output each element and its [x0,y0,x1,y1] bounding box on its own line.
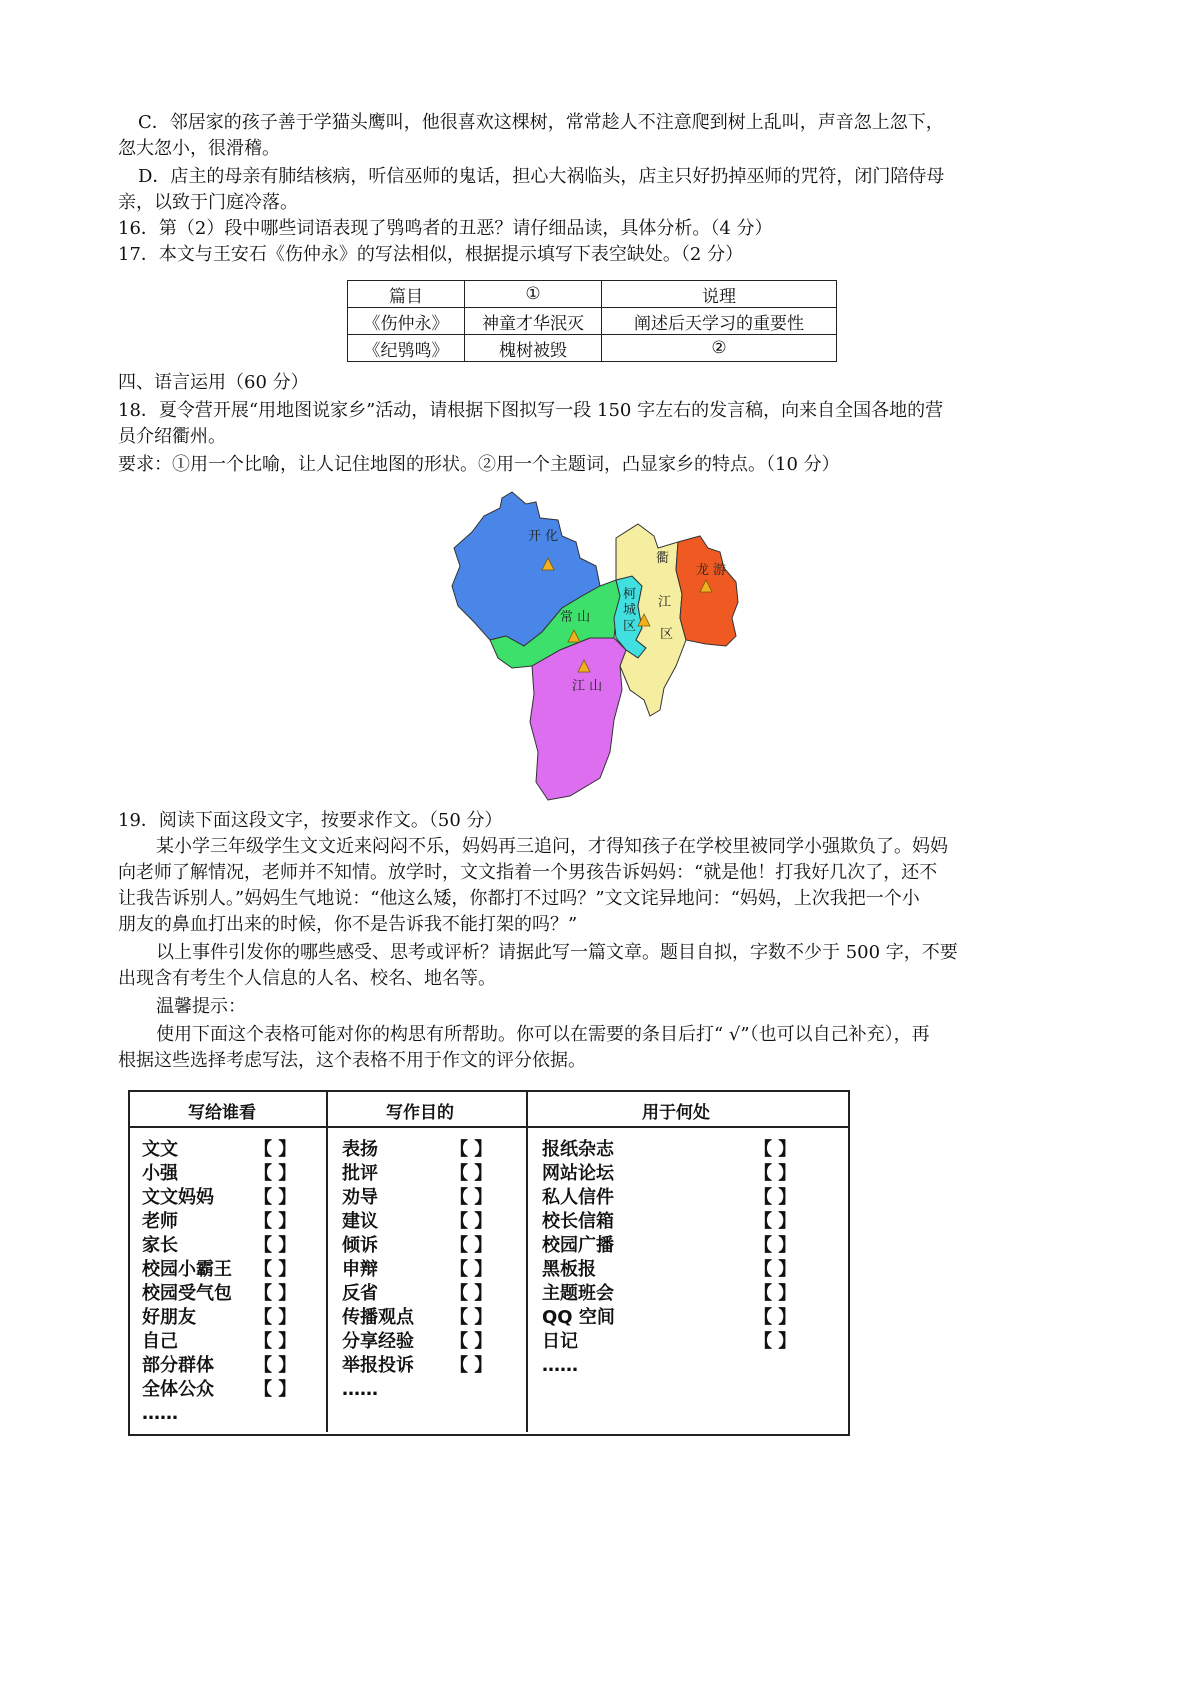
item-label: 校园小霸王 [142,1259,232,1280]
list-item [142,1378,322,1402]
item-label: 建议 [342,1211,378,1232]
item-label: 劝导 [342,1187,378,1208]
item-label: 传播观点 [342,1307,414,1328]
check-bracket[interactable]: 【 】 [450,1283,493,1304]
q19-p3-line1: 使用下面这个表格可能对你的构思有所帮助。你可以在需要的条目后打“ √”（也可以自己补充），再 [156,1024,930,1045]
check-bracket[interactable]: 【 】 [254,1259,297,1280]
question-18-line1: 18．夏令营开展“用地图说家乡”活动，请根据下图拟写一段 150 字左右的发言稿，向来自全国各地的营 [118,400,944,421]
item-label: QQ 空间 [542,1307,615,1328]
list-item [542,1162,842,1186]
check-bracket[interactable]: 【 】 [754,1235,797,1256]
header-usage: 用于何处 [642,1103,710,1123]
q19-p3-line2: 根据这些选择考虑写法，这个表格不用于作文的评分依据。 [118,1050,586,1071]
header-audience: 写给谁看 [188,1103,256,1123]
q19-p2-line2: 出现含有考生个人信息的人名、校名、地名等。 [118,968,496,989]
list-item [342,1282,522,1306]
q19-p1-line1: 某小学三年级学生文文近来闷闷不乐，妈妈再三追问，才得知孩子在学校里被同学小强欺负了。妈妈 [156,836,948,857]
list-item [142,1234,322,1258]
option-d-line2: 亲，以致于门庭冷落。 [118,192,298,213]
item-label: 校园广播 [542,1235,614,1256]
check-bracket[interactable]: 【 】 [450,1331,493,1352]
question-18-requirement: 要求：①用一个比喻，让人记住地图的形状。②用一个主题词，凸显家乡的特点。（10 分） [118,454,840,475]
table-cell: ② [602,335,837,362]
list-item [142,1330,322,1354]
item-label: 全体公众 [142,1379,214,1400]
check-bracket[interactable]: 【 】 [450,1355,493,1376]
item-label: 小强 [142,1163,178,1184]
quzhou-map [450,490,770,802]
check-bracket[interactable]: 【 】 [254,1187,297,1208]
item-label: 日记 [542,1331,578,1352]
item-label: 黑板报 [542,1259,596,1280]
item-label: 文文 [142,1139,178,1160]
option-d-line1: D．店主的母亲有肺结核病，听信巫师的鬼话，担心大祸临头，店主只好扔掉巫师的咒符，闭门陪侍母 [138,166,945,187]
check-bracket[interactable]: 【 】 [450,1211,493,1232]
purpose-column [342,1138,522,1402]
list-item [142,1186,322,1210]
list-item [342,1354,522,1378]
table-cell: 槐树被毁 [465,335,602,362]
item-label: 自己 [142,1331,178,1352]
list-item [142,1258,322,1282]
table-header-cell: ① [465,281,602,308]
check-bracket[interactable]: 【 】 [254,1355,297,1376]
table-cell: 《伤仲永》 [348,308,465,335]
label-qujiang-2: 江 [658,595,672,610]
label-kecheng-2: 城 [623,603,637,618]
list-item [342,1234,522,1258]
table-divider [128,1126,848,1128]
check-bracket[interactable]: 【 】 [254,1379,297,1400]
question-18-line2: 员介绍衢州。 [118,426,226,447]
check-bracket[interactable]: 【 】 [254,1331,297,1352]
list-item [542,1330,842,1354]
question-19-title: 19．阅读下面这段文字，按要求作文。（50 分） [118,810,503,831]
question-16: 16．第（2）段中哪些词语表现了鸮鸣者的丑恶？请仔细品读，具体分析。（4 分） [118,218,773,239]
label-longyou: 龙 游 [696,563,727,578]
question-17-table [347,280,837,362]
item-label: 分享经验 [342,1331,414,1352]
option-c-line2: 忽大忽小，很滑稽。 [118,138,280,159]
header-purpose: 写作目的 [386,1103,454,1123]
item-label: 校园受气包 [142,1283,232,1304]
item-label: 网站论坛 [542,1163,614,1184]
table-row [348,308,837,335]
check-bracket[interactable]: 【 】 [254,1139,297,1160]
list-item [142,1162,322,1186]
item-label: 文文妈妈 [142,1187,214,1208]
list-item [342,1186,522,1210]
check-bracket[interactable]: 【 】 [754,1259,797,1280]
item-label: 好朋友 [142,1307,196,1328]
usage-column [542,1138,842,1378]
item-label: 申辩 [342,1259,378,1280]
check-bracket[interactable]: 【 】 [754,1331,797,1352]
check-bracket[interactable]: 【 】 [754,1283,797,1304]
list-item [342,1138,522,1162]
writing-plan-table [128,1090,850,1436]
option-c-line1: C．邻居家的孩子善于学猫头鹰叫，他很喜欢这棵树，常常趁人不注意爬到树上乱叫，声音忽上忽下， [138,112,944,133]
table-cell: 阐述后天学习的重要性 [602,308,837,335]
table-header-cell: 篇目 [348,281,465,308]
table-row [348,335,837,362]
item-label: 校长信箱 [542,1211,614,1232]
q19-p1-line3: 让我告诉别人。”妈妈生气地说：“他这么矮，你都打不过吗？”文文诧异地问：“妈妈，上次我把一个小 [118,888,920,909]
list-item [142,1210,322,1234]
list-item [542,1282,842,1306]
label-kaihua: 开 化 [528,529,559,544]
list-item [542,1306,842,1330]
section-4-heading: 四、语言运用（60 分） [118,372,309,393]
q19-tip-label: 温馨提示： [156,996,246,1017]
check-bracket[interactable]: 【 】 [254,1163,297,1184]
q19-p2-line1: 以上事件引发你的哪些感受、思考或评析？请据此写一篇文章。题目自拟，字数不少于 500 字，不要 [156,942,958,963]
list-item [542,1186,842,1210]
list-item [542,1138,842,1162]
list-item [542,1234,842,1258]
table-divider [526,1090,528,1432]
label-jiangshan: 江 山 [572,679,603,694]
item-label: 主题班会 [542,1283,614,1304]
item-label: 举报投诉 [342,1355,414,1376]
table-header-cell: 说理 [602,281,837,308]
ellipsis: …… [342,1379,378,1400]
list-item [542,1210,842,1234]
ellipsis: …… [542,1355,578,1376]
table-row [348,281,837,308]
check-bracket[interactable]: 【 】 [754,1187,797,1208]
check-bracket[interactable]: 【 】 [754,1307,797,1328]
check-bracket[interactable]: 【 】 [450,1163,493,1184]
check-bracket[interactable]: 【 】 [754,1163,797,1184]
check-bracket[interactable]: 【 】 [254,1235,297,1256]
check-bracket[interactable]: 【 】 [254,1211,297,1232]
check-bracket[interactable]: 【 】 [254,1283,297,1304]
list-item [342,1330,522,1354]
check-bracket[interactable]: 【 】 [450,1187,493,1208]
q19-p1-line4: 朋友的鼻血打出来的时候，你不是告诉我不能打架的吗？” [118,914,578,935]
check-bracket[interactable]: 【 】 [450,1307,493,1328]
list-item [142,1282,322,1306]
item-label: 家长 [142,1235,178,1256]
check-bracket[interactable]: 【 】 [450,1139,493,1160]
label-kecheng-3: 区 [623,619,637,634]
item-label: 反省 [342,1283,378,1304]
list-item [342,1210,522,1234]
label-qujiang-3: 区 [660,627,674,642]
check-bracket[interactable]: 【 】 [754,1211,797,1232]
item-label: 私人信件 [542,1187,614,1208]
ellipsis: …… [142,1403,178,1424]
label-changshan: 常 山 [560,610,591,625]
list-item [542,1258,842,1282]
list-item [342,1306,522,1330]
list-item [342,1258,522,1282]
audience-column [142,1138,322,1426]
table-cell: 《纪鸮鸣》 [348,335,465,362]
check-bracket[interactable]: 【 】 [754,1139,797,1160]
item-label: 表扬 [342,1139,378,1160]
check-bracket[interactable]: 【 】 [450,1235,493,1256]
list-item [142,1138,322,1162]
item-label: 老师 [142,1211,178,1232]
list-item [342,1162,522,1186]
region-jiangshan [530,638,626,800]
label-kecheng-1: 柯 [623,587,637,602]
item-label: 报纸杂志 [542,1139,614,1160]
item-label: 部分群体 [142,1355,214,1376]
table-divider [326,1090,328,1432]
table-cell: 神童才华泯灭 [465,308,602,335]
list-item [142,1306,322,1330]
check-bracket[interactable]: 【 】 [254,1307,297,1328]
q19-p1-line2: 向老师了解情况，老师并不知情。放学时，文文指着一个男孩告诉妈妈：“就是他！打我好几次了，还不 [118,862,938,883]
item-label: 批评 [342,1163,378,1184]
item-label: 倾诉 [342,1235,378,1256]
list-item [142,1354,322,1378]
question-17: 17．本文与王安石《伤仲永》的写法相似，根据提示填写下表空缺处。（2 分） [118,244,744,265]
check-bracket[interactable]: 【 】 [450,1259,493,1280]
label-qujiang-1: 衢 [656,551,670,566]
